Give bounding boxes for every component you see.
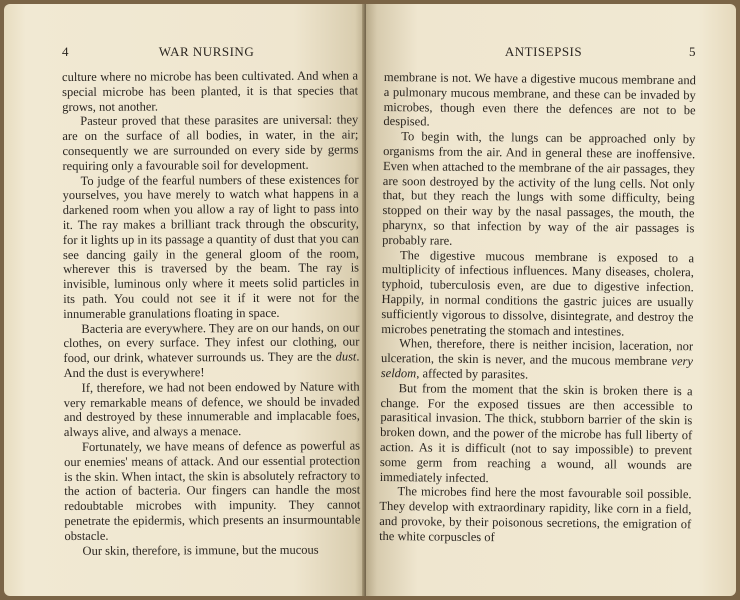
paragraph: Our skin, therefore, is immune, but the mucous: [82, 542, 319, 558]
emphasis-very-seldom: very seldom: [380, 354, 694, 381]
paragraph: If, therefore, we had not been endowed by Nature with very remarkable means of defence, we should be invaded and destroyed by these innumerable and implacable foes, always alive, and always a menace.: [63, 379, 360, 440]
paragraph: culture where no microbe has been cultivated. And when a special microbe has been planted, it is that species that grows, not another.: [62, 68, 359, 114]
right-page-text: [379, 70, 696, 547]
paragraph: membrane is not. We have a digestive mucous membrane and a pulmonary mucous membrane, and these can be invaded by microbes, though even there the defences are not to be despised.: [383, 70, 696, 129]
paragraph: The microbes find here the most favourable soil possible. They develop with extraordinary rapidity, like corn in a field, and provoke, by their poisonous secretions, the emigration of the white corpuscles of: [379, 484, 692, 544]
paragraph-membrane: [381, 336, 693, 384]
emphasis-dust: dust: [335, 349, 357, 364]
paragraph-text-tail: . And the dust is everywhere!: [63, 349, 360, 380]
paragraph-text: Bacteria are everywhere. They are on our hands, on our clothes, on every surface. They infest our clothing, our food, our drink, whatever surrounds us. They are the: [63, 319, 360, 366]
right-running-head: [384, 44, 696, 60]
left-page-number: 4: [62, 44, 69, 59]
paragraph: The digestive mucous membrane is exposed to a multiplicity of infectious influences. Many diseases, cholera, typhoid, tuberculosis even, are due to digestive infection. Happily, in normal conditions the gastric juices are usually sufficiently vigorous to dissolve, disintegrate, and destroy the microbes penetrating the stomach and intestines.: [381, 247, 695, 339]
paragraph-bacteria: [63, 320, 359, 381]
left-running-head: [62, 44, 358, 60]
paragraph: To judge of the fearful numbers of these existences for yourselves, you have merely to watch what happens in a darkened room when you allow a ray of light to pass into it. The ray makes a brilliant track through the obscurity, for it lights up in its passage a quantity of dust that you can see dancing gaily in the general gloom of the room, wherever this is traversed by the beam. The ray is invisible, luminous only where it meets solid particles in its path. You could not see it if it were not for the innumerable granulations floating in space.: [62, 172, 360, 321]
left-page: [4, 4, 366, 596]
paragraph: But from the moment that the skin is broken there is a change. For the exposed tissues are then accessible to parasitical invasion. The thick, stubborn barrier of the skin is broken down, and the power of the microbe has full liberty of action. As it is difficult (not to say impossible) to prevent some germ from reaching a wound, all wounds are immediately infected.: [379, 380, 693, 485]
right-running-title: ANTISEPSIS: [504, 44, 583, 59]
paragraph-text: When, therefore, there is neither incision, laceration, nor ulceration, the skin is never, and the mucous membrane: [380, 336, 694, 369]
paragraph: To begin with, the lungs can be approached only by organisms from the air. And in general these are inoffensive. Even when attached to the membrane of the air passages, they are soon destroyed by the activity of the lung cells. Not only that, but they reach the lungs with some difficulty, being stopped on their way by the nasal passages, the mouth, the pharynx, so that infection by way of the air passages is probably rare.: [382, 129, 696, 248]
paragraph: Fortunately, we have means of defence as powerful as our enemies' means of attack. And our essential protection is the skin. When intact, the skin is absolutely refractory to the action of bacteria. Our fingers can handle the most redoubtable microbes with impunity. They cannot penetrate the epidermis, which presents an insurmountable obstacle.: [64, 438, 361, 543]
paragraph-text-tail: , affected by parasites.: [416, 366, 529, 382]
right-page-number: 5: [689, 44, 696, 59]
left-running-title: WAR NURSING: [158, 44, 255, 59]
paragraph: Pasteur proved that these parasites are universal: they are on the surface of all bodies, in water, in the air; consequently we are surrounded on every side by germs requiring only a favourable soil for development.: [62, 112, 359, 173]
left-page-text: [62, 68, 361, 558]
right-page: [366, 4, 736, 596]
